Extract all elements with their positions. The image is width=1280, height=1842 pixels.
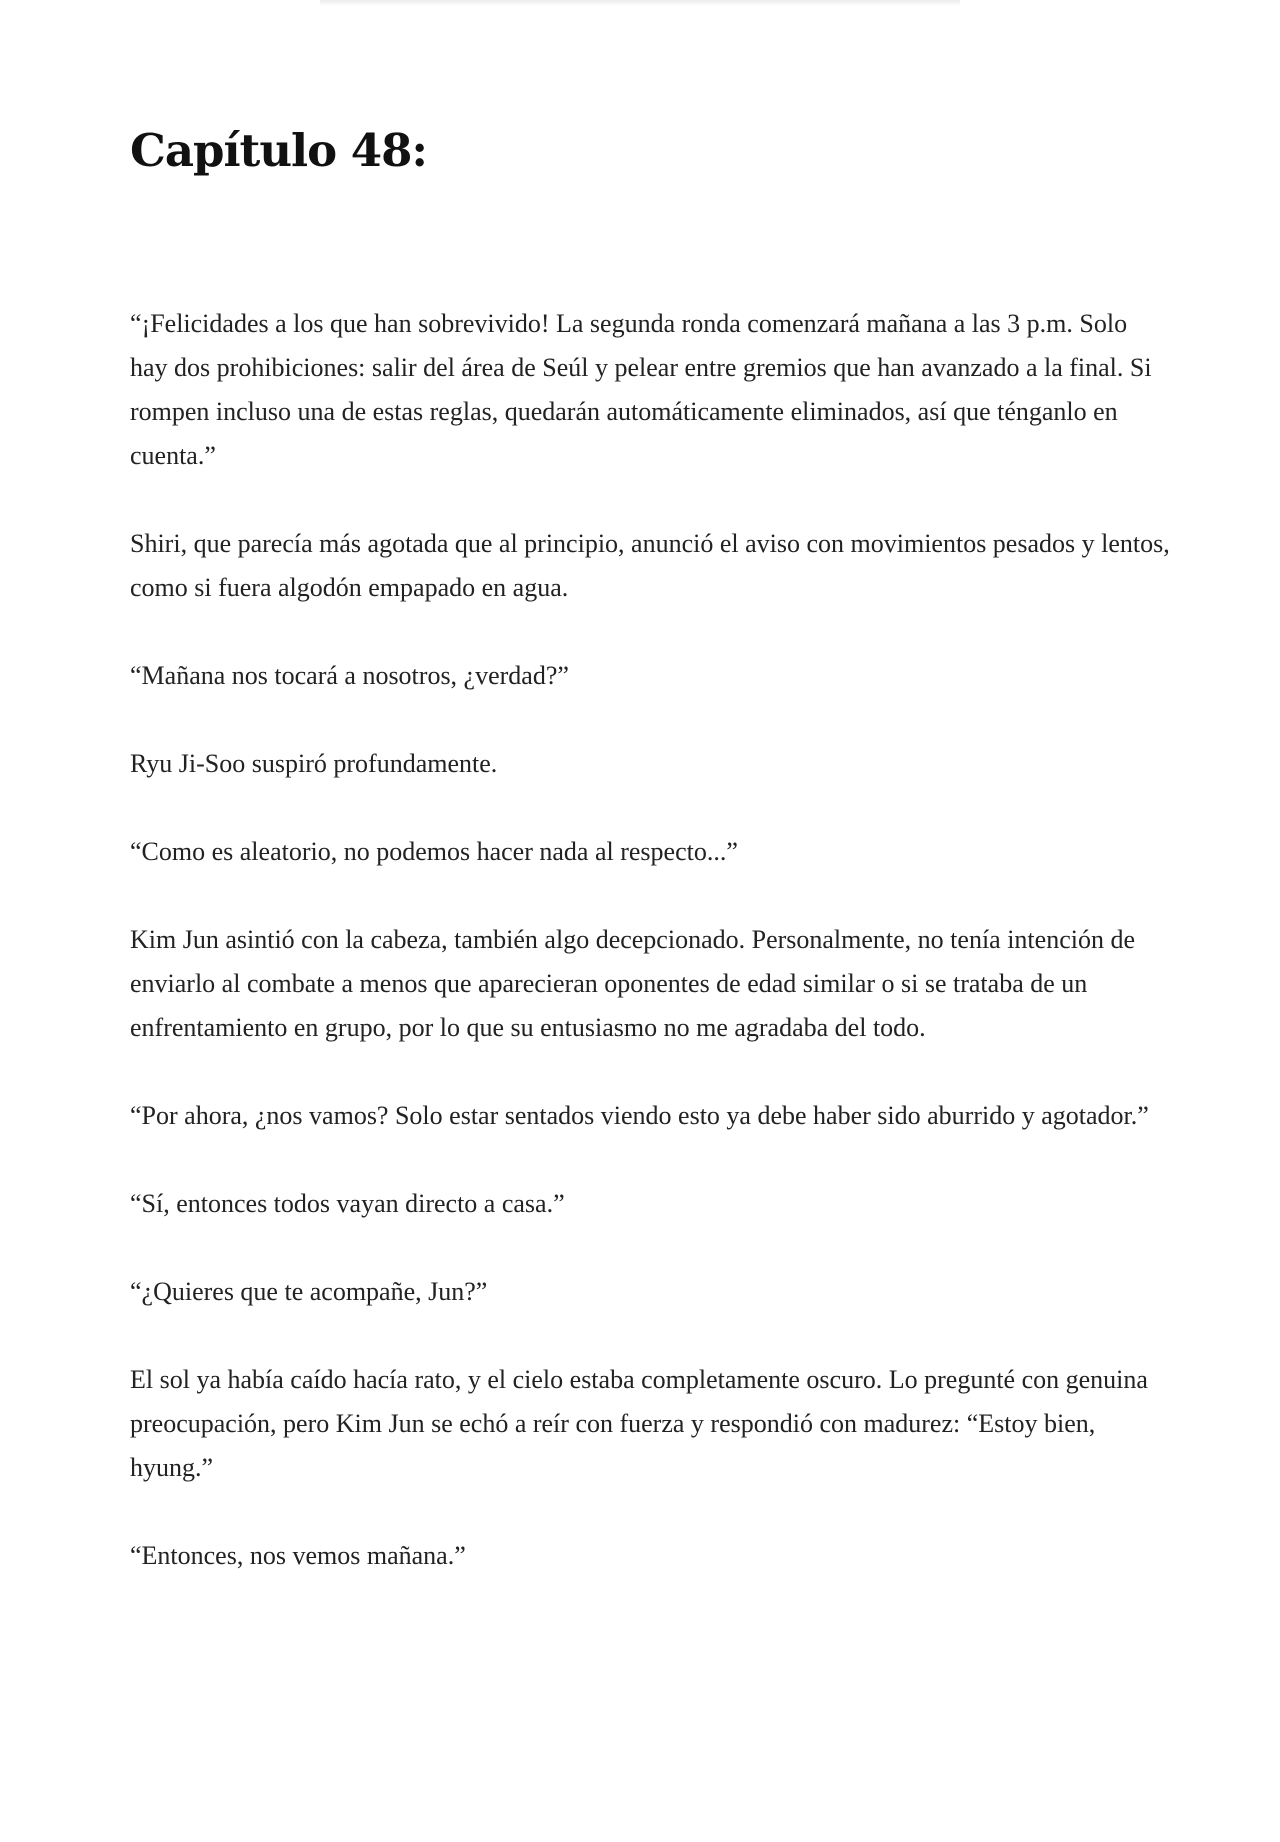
paragraph: “Mañana nos tocará a nosotros, ¿verdad?” [130, 661, 569, 690]
paragraph: El sol ya había caído hacía rato, y el cielo estaba completamente oscuro. Lo pregunté con genuina preocupación, pero Kim Jun se echó a reír con fuerza y respondió con madurez: “Estoy bien, hyung.” [130, 1365, 1148, 1482]
chapter-body [130, 302, 1170, 1622]
paragraph: Shiri, que parecía más agotada que al principio, anunció el aviso con movimientos pesados y lentos, como si fuera algodón empapado en agua. [130, 529, 1170, 602]
paragraph: “Por ahora, ¿nos vamos? Solo estar sentados viendo esto ya debe haber sido aburrido y agotador.” [130, 1101, 1149, 1130]
paragraph: “¿Quieres que te acompañe, Jun?” [130, 1277, 488, 1306]
top-page-shadow [320, 0, 960, 6]
paragraph: “Sí, entonces todos vayan directo a casa.” [130, 1189, 565, 1218]
paragraph: “Como es aleatorio, no podemos hacer nada al respecto...” [130, 837, 738, 866]
paragraph: Ryu Ji-Soo suspiró profundamente. [130, 749, 498, 778]
paragraph: Kim Jun asintió con la cabeza, también algo decepcionado. Personalmente, no tenía intención de enviarlo al combate a menos que aparecieran oponentes de edad similar o si se trataba de un enfrentamiento en grupo, por lo que su entusiasmo no me agradaba del todo. [130, 925, 1135, 1042]
chapter-title: Capítulo 48: [130, 124, 428, 177]
paragraph: “¡Felicidades a los que han sobrevivido! La segunda ronda comenzará mañana a las 3 p.m. Solo hay dos prohibiciones: salir del área de Seúl y pelear entre gremios que han avanzado a la final. Si rompen incluso una de estas reglas, quedarán automáticamente eliminados, así que ténganlo en cuenta.” [130, 309, 1152, 470]
paragraph: “Entonces, nos vemos mañana.” [130, 1541, 466, 1570]
